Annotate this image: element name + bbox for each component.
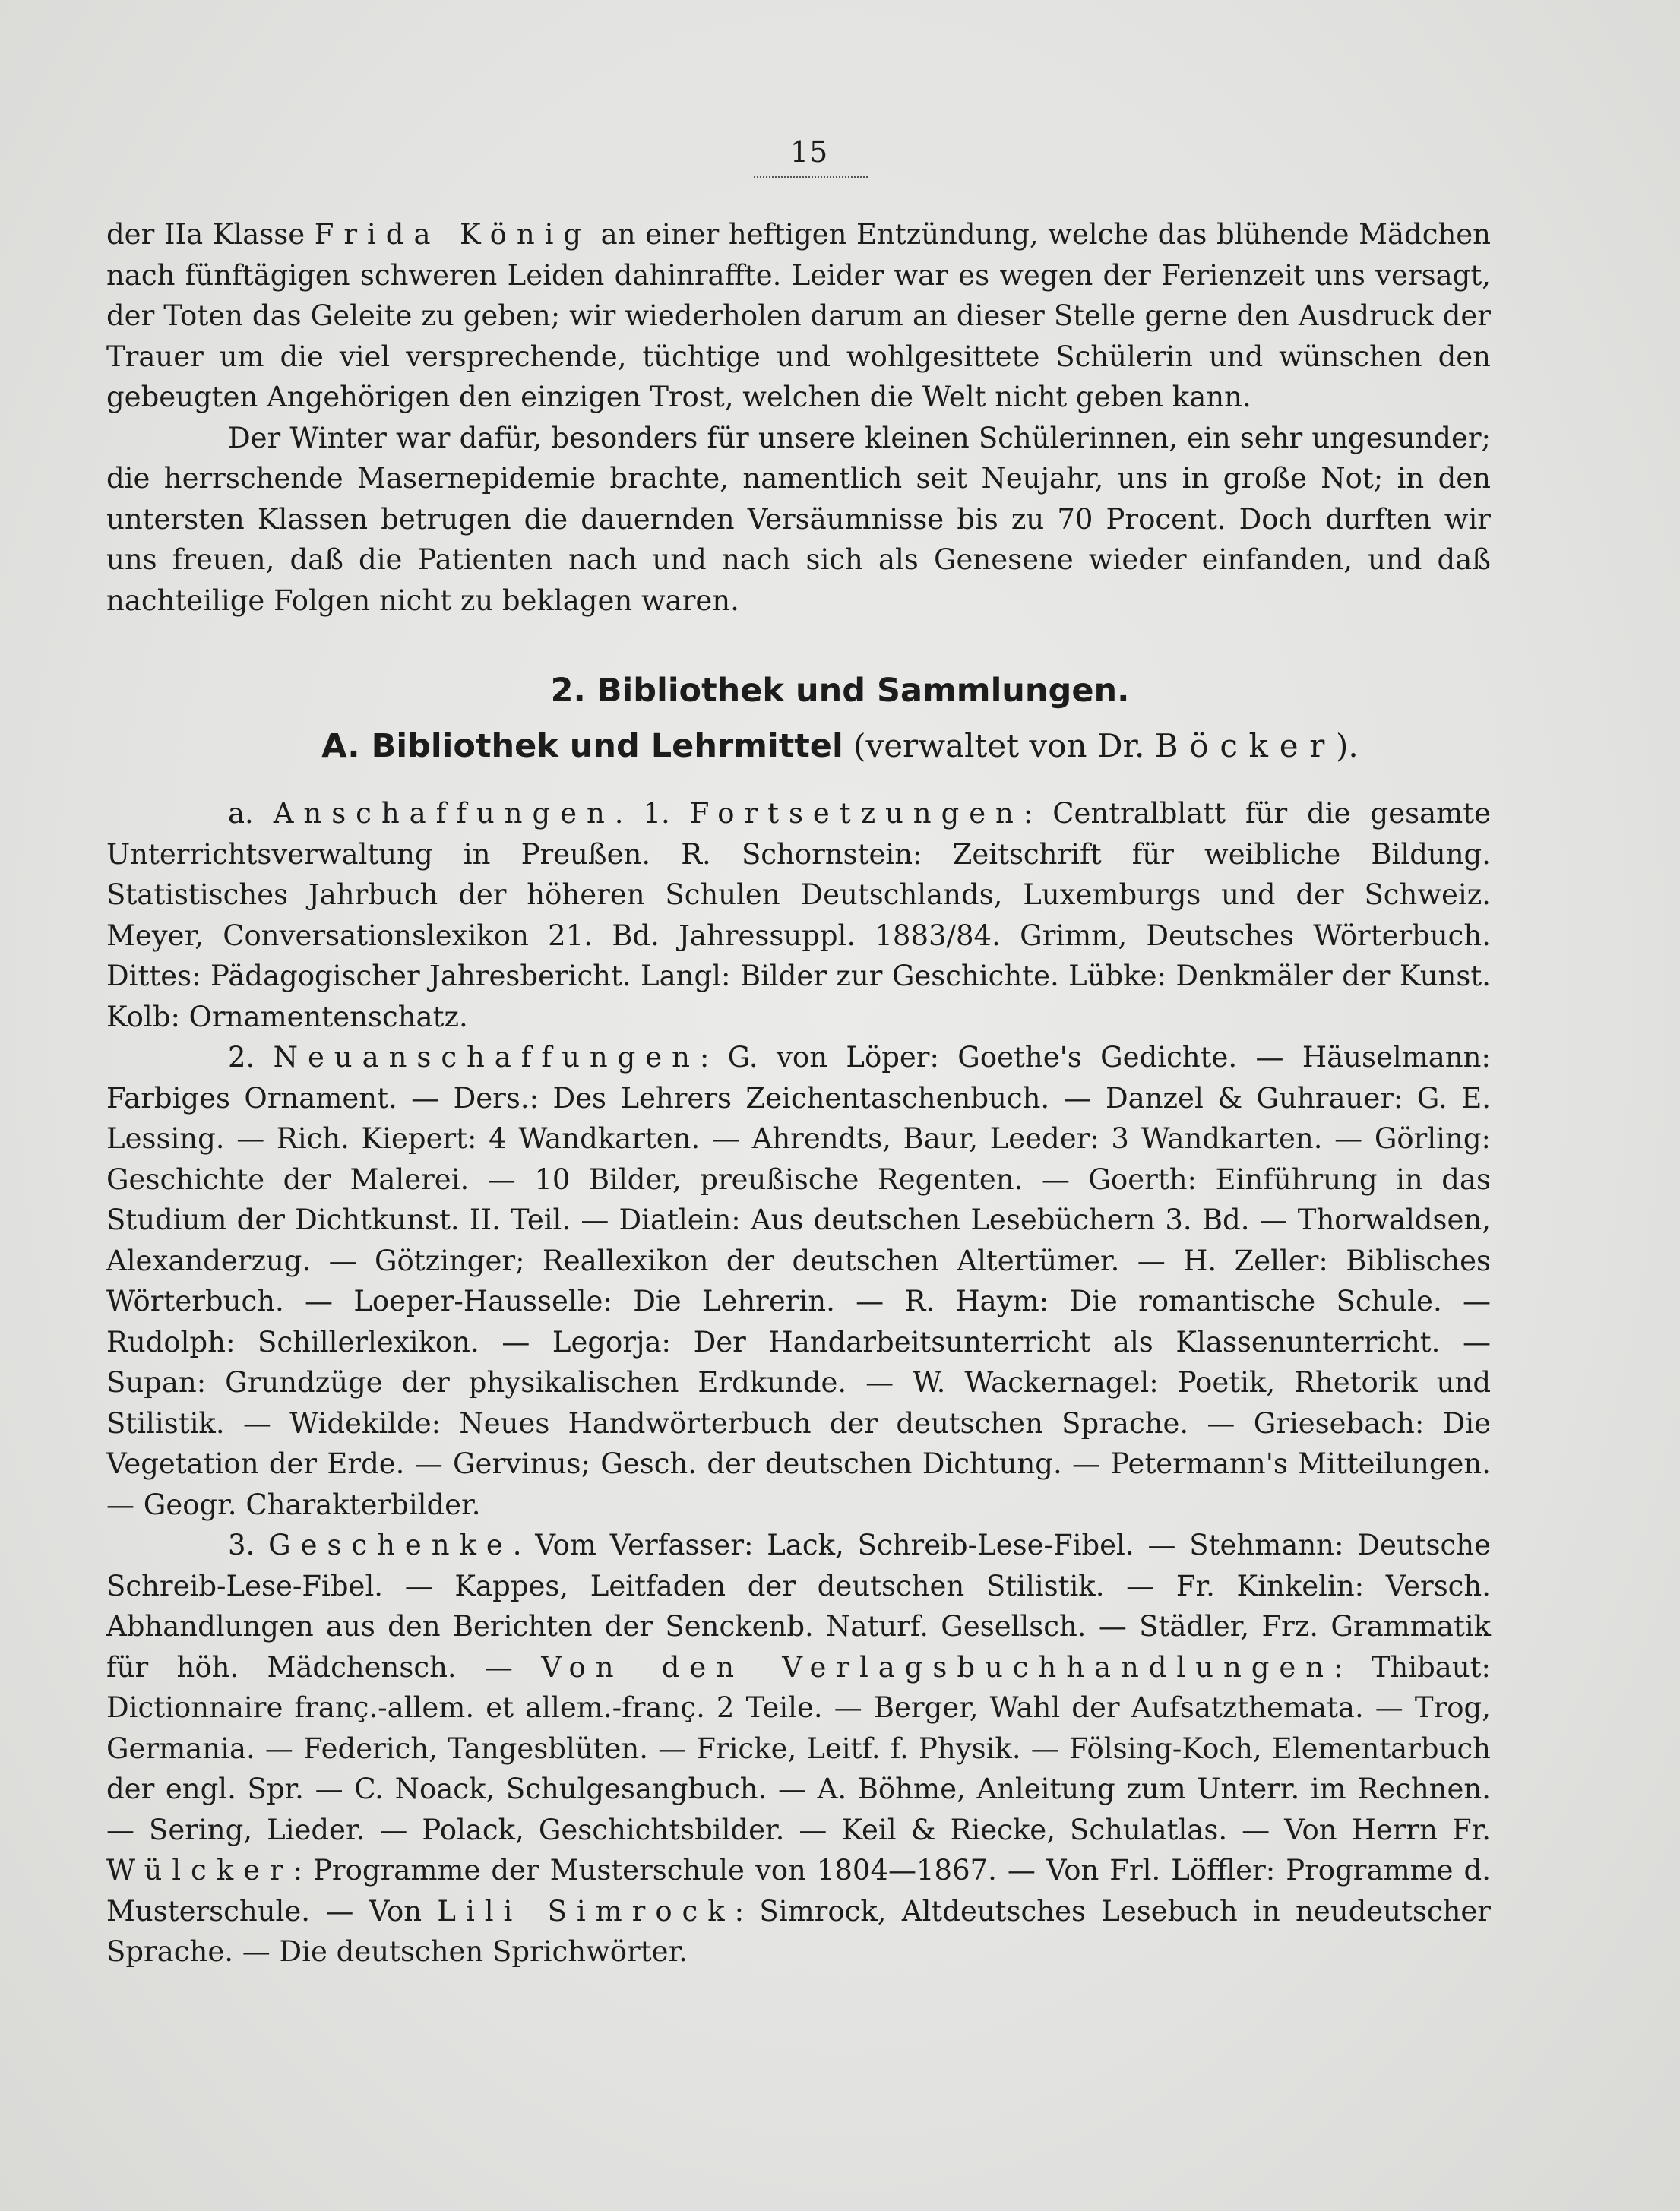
paragraph-new-acquisitions <box>106 1037 1491 1525</box>
donor-name-wuelcker: Wülcker <box>106 1854 293 1887</box>
acquisitions-mid: . 1. <box>614 797 690 830</box>
subsection-label: A. Bibliothek und Lehrmittel <box>321 727 843 765</box>
student-name: Frida König <box>314 218 592 251</box>
continuations-label: Fortsetzungen <box>689 797 1024 830</box>
donor-name-simrock: Lili Simrock <box>437 1894 735 1928</box>
new-acquisitions-text: : G. von Löper: Goethe's Gedichte. — Häuselmann: Farbiges Ornament. — Ders.: Des Lehrers Zeichentaschenbuch. — Danzel & Guhrauer: G. E. Lessing. — Rich. Kiepert: 4 Wandkarten. — Ahrendts, Baur, Leeder: 3 Wandkarten. — Görling: Geschichte der Malerei. — 10 Bilder, preußische Regenten. — Goerth: Einführung in das Studium der Dichtkunst. II. Teil. — Diatlein: Aus deutschen Lesebüchern 3. Bd. — Thorwaldsen, Alexanderzug. — Götzinger; Reallexikon der deutschen Altertümer. — H. Zeller: Biblisches Wörterbuch. — Loeper-Hausselle: Die Lehrerin. — R. Haym: Die romantische Schule. — Rudolph: Schillerlexikon. — Legorja: Der Handarbeitsunterricht als Klassenunterricht. — Supan: Grundzüge der physikalischen Erdkunde. — W. Wackernagel: Poetik, Rhetorik und Stilistik. — Widekilde: Neues Handwörterbuch der deutschen Sprache. — Griesebach: Die Vegetation der Erde. — Gervinus; Gesch. der deutschen Dichtung. — Petermann's Mitteilungen. — Geogr. Charakterbilder. <box>106 1041 1491 1521</box>
section-title: 2. Bibliothek und Sammlungen. <box>550 672 1130 710</box>
paragraph-obituary <box>106 214 1491 418</box>
new-acquisitions-prefix: 2. <box>228 1041 274 1074</box>
paragraph-acquisitions <box>106 793 1491 1037</box>
continued-text-block <box>106 214 1491 621</box>
subsection-title <box>0 727 1680 765</box>
paragraph-obituary-pre: der IIa Klasse <box>106 218 315 251</box>
subsection-note-name: Böcker <box>1154 727 1337 764</box>
page-number-ornament <box>754 176 868 182</box>
subsection-note-post: ). <box>1336 727 1359 764</box>
page-number: 15 <box>789 135 829 169</box>
acquisitions-prefix: a. <box>228 797 274 830</box>
library-list-block <box>106 793 1491 1972</box>
publishers-label: Von den Verlagsbuchhandlungen <box>541 1650 1334 1684</box>
acquisitions-label: Anschaffungen <box>273 797 615 830</box>
gifts-text-3: : Programme der Musterschule von 1804—1867. — Von Frl. Löffler: Programme d. Musterschule. — Von <box>106 1854 1491 1928</box>
gifts-prefix: 3. <box>228 1529 269 1561</box>
acquisitions-text: : Centralblatt für die gesamte Unterrichtsverwaltung in Preußen. R. Schornstein: Zeitschrift für weibliche Bildung. Statistisches Jahrbuch der höheren Schulen Deutschlands, Luxemburgs und der Schweiz. Meyer, Conversationslexikon 21. Bd. Jahressuppl. 1883/84. Grimm, Deutsches Wörterbuch. Dittes: Pädagogischer Jahresbericht. Langl: Bilder zur Geschichte. Lübke: Denkmäler der Kunst. Kolb: Ornamentenschatz. <box>106 797 1491 1033</box>
paragraph-gifts <box>106 1525 1491 1972</box>
new-acquisitions-label: Neuanschaffungen <box>273 1041 700 1074</box>
gifts-text-1: . Vom Verfasser: Lack, Schreib-Lese-Fibel. — Stehmann: Deutsche Schreib-Lese-Fibel. — Kappes, Leitfaden der deutschen Stilistik. — Fr. Kinkelin: Versch. Abhandlungen aus den Berichten der Senckenb. Naturf. Gesellsch. — Städler, Frz. Grammatik für höh. Mädchensch. — <box>106 1529 1491 1684</box>
gifts-label: Geschenke <box>268 1529 513 1561</box>
paragraph-obituary-post: an einer heftigen Entzündung, welche das blühende Mädchen nach fünftägigen schweren Leiden dahinraffte. Leider war es wegen der Ferienzeit uns versagt, der Toten das Geleite zu geben; wir wiederholen darum an dieser Stelle gerne den Ausdruck der Trauer um die viel versprechende, tüchtige und wohlgesittete Schülerin und wünschen den gebeugten Angehörigen den einzigen Trost, welchen die Welt nicht geben kann. <box>106 218 1492 413</box>
gifts-text-2: : Thibaut: Dictionnaire franç.-allem. et allem.-franç. 2 Teile. — Berger, Wahl der Aufsatzthemata. — Trog, Germania. — Federich, Tangesblüten. — Fricke, Leitf. f. Physik. — Fölsing-Koch, Elementarbuch der engl. Spr. — C. Noack, Schulgesangbuch. — A. Böhme, Anleitung zum Unterr. im Rechnen. — Sering, Lieder. — Polack, Geschichtsbilder. — Keil & Riecke, Schulatlas. — Von Herrn Fr. <box>106 1650 1491 1846</box>
paragraph-winter: Der Winter war dafür, besonders für unsere kleinen Schülerinnen, ein sehr ungesunder; die herrschende Masernepidemie brachte, namentlich seit Neujahr, uns in große Not; in den untersten Klassen betrugen die dauernden Versäumnisse bis zu 70 Procent. Doch durften wir uns freuen, daß die Patienten nach und nach sich als Genesene wieder einfanden, und daß nachteilige Folgen nicht zu beklagen waren. <box>106 421 1491 617</box>
gifts-text-4: : Simrock, Altdeutsches Lesebuch in neudeutscher Sprache. — Die deutschen Sprichwörter. <box>106 1894 1491 1968</box>
subsection-note-pre: (verwaltet von Dr. <box>853 727 1155 764</box>
